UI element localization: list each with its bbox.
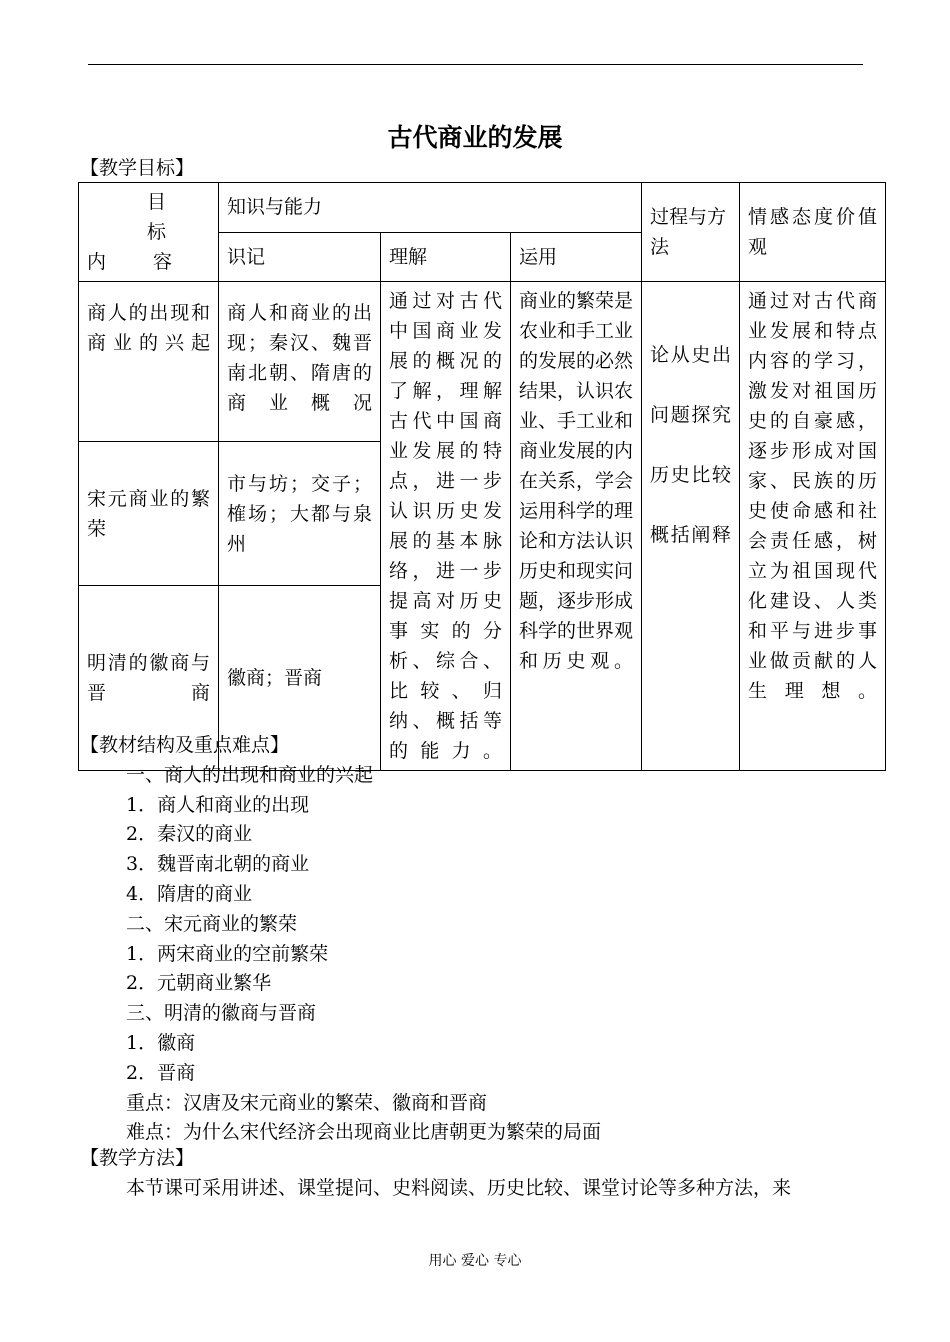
apply-cell: 商业的繁荣是农业和手工业的发展的必然结果，认识农业、手工业和商业发展的内在关系，学会运用科学的理论和方法认识历史和现实问题，逐步形成科学的世界观和历史观。 [511, 282, 642, 771]
outline-item: 4．隋唐的商业 [126, 882, 253, 905]
corner-bottom: 内 容 [87, 251, 187, 273]
process-item: 历史比较 [650, 464, 732, 486]
method-section [80, 1143, 791, 1203]
outline-item: 1．徽商 [126, 1031, 196, 1054]
goals-heading: 【教学目标】 [80, 157, 195, 179]
page-title: 古代商业的发展 [387, 123, 563, 152]
sub-header-memorize: 识记 [219, 232, 381, 282]
row-topic: 明清的徽商与晋商 [79, 586, 219, 771]
process-header: 过程与方法 [642, 183, 740, 282]
emotion-header: 情感态度价值观 [740, 183, 886, 282]
outline-item: 1．两宋商业的空前繁荣 [126, 942, 329, 965]
header-rule [88, 64, 863, 65]
sub-header-apply: 运用 [511, 232, 642, 282]
sub-header-understand: 理解 [381, 232, 511, 282]
page-footer: 用心 爱心 专心 [428, 1253, 522, 1269]
knowledge-header: 知识与能力 [219, 183, 642, 233]
process-item: 概括阐释 [650, 524, 732, 546]
outline-item: 三、明清的徽商与晋商 [126, 1002, 317, 1025]
process-item: 问题探究 [650, 404, 732, 426]
method-heading: 【教学方法】 [80, 1147, 195, 1169]
key-point: 重点：汉唐及宋元商业的繁荣、徽商和晋商 [126, 1091, 488, 1114]
outline-item: 1．商人和商业的出现 [126, 793, 310, 816]
row-topic: 宋元商业的繁荣 [79, 442, 219, 586]
method-paragraph: 本节课可采用讲述、课堂提问、史料阅读、历史比较、课堂讨论等多种方法，来 [126, 1177, 792, 1199]
process-cell [642, 282, 740, 771]
row-memorize: 商人和商业的出现；秦汉、魏晋南北朝、隋唐的商业概况 [219, 282, 381, 442]
outline-item: 3．魏晋南北朝的商业 [126, 853, 310, 876]
structure-heading: 【教材结构及重点难点】 [80, 734, 290, 756]
outline-item: 2．元朝商业繁华 [126, 972, 272, 995]
understand-cell: 通过对古代中国商业发展的概况的了解，理解古代中国商业发展的特点，进一步认识历史发展的基本脉络，进一步提高对历史事实的分析、综合、比较、归纳、概括等的能力。 [381, 282, 511, 771]
outline-item: 2．秦汉的商业 [126, 823, 253, 846]
corner-cell [79, 183, 219, 282]
outline-item: 一、商人的出现和商业的兴起 [126, 763, 374, 786]
structure-section [80, 731, 601, 1148]
row-topic: 商人的出现和商业的兴起 [79, 282, 219, 442]
corner-top: 目 标 [147, 191, 214, 243]
process-item: 论从史出 [650, 344, 732, 366]
difficult-point: 难点：为什么宋代经济会出现商业比唐朝更为繁荣的局面 [126, 1121, 602, 1144]
outline-item: 二、宋元商业的繁荣 [126, 912, 298, 935]
emotion-cell: 通过对古代商业发展和特点内容的学习，激发对祖国历史的自豪感，逐步形成对国家、民族的历史使命感和社会责任感，树立为祖国现代化建设、人类和平与进步事业做贡献的人生理想。 [740, 282, 886, 771]
row-memorize: 徽商；晋商 [219, 586, 381, 771]
outline-item: 2．晋商 [126, 1061, 196, 1084]
row-memorize: 市与坊；交子；榷场；大都与泉州 [219, 442, 381, 586]
goals-table [78, 182, 886, 771]
